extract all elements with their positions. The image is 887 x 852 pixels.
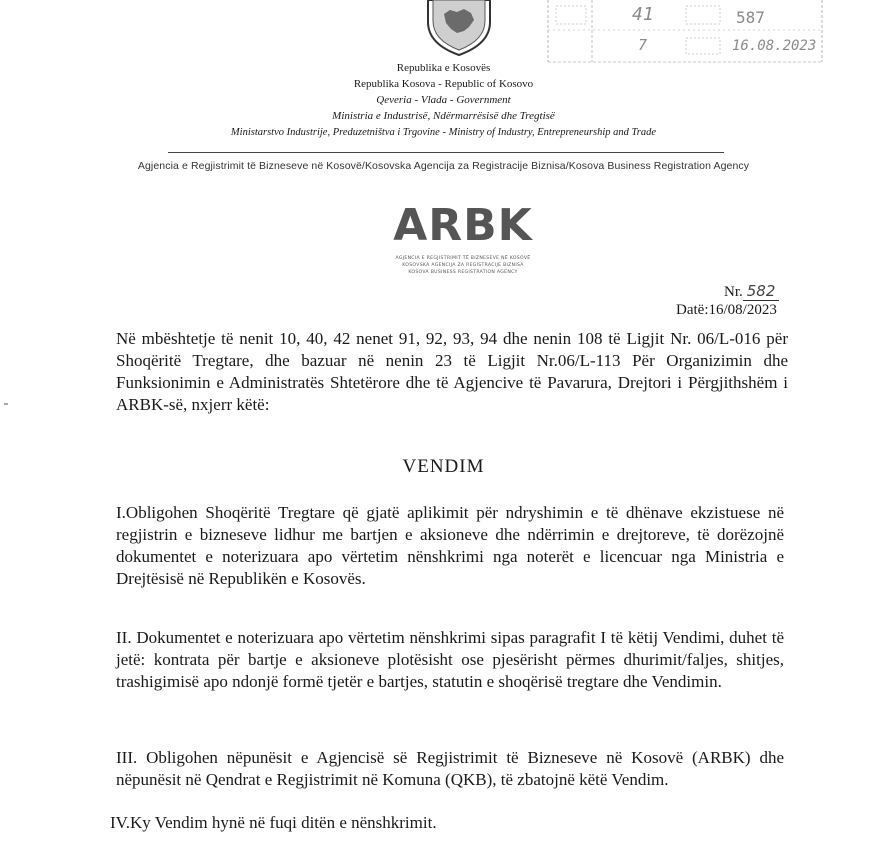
arbk-logo bbox=[392, 200, 534, 282]
section-iii: III. Obligohen nëpunësit e Agjencisë së Regjistrimit të Bizneseve në Kosovë (ARBK) dhe nëpunësit në Qendrat e Regjistrimit në Komuna (QKB), të zbatojnë këtë Vendim. bbox=[116, 748, 784, 789]
coat-of-arms-emblem bbox=[424, 0, 494, 56]
header-ministry-sq: Ministria e Industrisë, Ndërmarrësisë dhe Tregtisë bbox=[332, 110, 555, 122]
header-government: Qeveria - Vlada - Government bbox=[376, 94, 511, 106]
header-republic-sq: Republika e Kosovës bbox=[396, 62, 491, 74]
section-ii: II. Dokumentet e noterizuara apo vërtetim nënshkrimi sipas paragrafit I të këtij Vendimi, duhet të jetë: kontrata për bartje e aksioneve plotësisht ose pjesërisht përmes dhurimit/faljes, shitjes, trashigimisë apo ndonjë formë tjetër e bartjes, statutin e shoqërisë tregtare dhe Vendimin. bbox=[116, 628, 784, 691]
header-republic-multilang: Republika Kosova - Republic of Kosovo bbox=[353, 78, 534, 90]
document-date: Datë:16/08/2023 bbox=[676, 302, 777, 318]
agency-name: Agjencia e Regjistrimit të Bizneseve në Kosovë/Kosovska Agencija za Registracije Biznisa/Kosova Business Registration Agency bbox=[137, 160, 750, 172]
header-divider bbox=[168, 152, 724, 153]
arbk-logo-subtitle-2: KOSOVSKA AGENCIJA ZA REGISTRACIJE BIZNISA bbox=[402, 263, 524, 268]
stamp-number-1: 41 bbox=[632, 4, 654, 25]
document-number-value: 582 bbox=[743, 282, 780, 301]
preamble-paragraph: Në mbështetje të nenit 10, 40, 42 nenet 91, 92, 93, 94 dhe nenin 108 të Ligjit Nr. 06/L-016 për Shoqëritë Tregtare, dhe bazuar në nenin 23 të Ligjit Nr.06/L-113 Për Organizimin dhe Funksionimin e Administratës Shtetërore dhe të Agjencive të Pavarura, Drejtori i Përgjithshëm i ARBK-së, nxjerr këtë: bbox=[116, 329, 788, 414]
stamp-number-2: 587 bbox=[736, 8, 765, 27]
document-number bbox=[724, 282, 779, 301]
arbk-logo-subtitle-1: AGJENCIA E REGJISTRIMIT TË BIZNESEVE NË KOSOVË bbox=[395, 256, 531, 261]
header-ministry-sr-en: Ministarstvo Industrije, Preduzetništva i Trgovine - Ministry of Industry, Entrepreneurship and Trade bbox=[230, 127, 657, 138]
stamp-date: 16.08.2023 bbox=[732, 38, 817, 54]
arbk-logo-word: ARBK bbox=[393, 200, 533, 251]
arbk-logo-subtitle-3: KOSOVA BUSINESS REGISTRATION AGENCY bbox=[408, 270, 518, 275]
section-iv: IV.Ky Vendim hynë në fuqi ditën e nënshkrimit. bbox=[110, 813, 437, 832]
margin-mark bbox=[4, 403, 8, 405]
stamp-number-3: 7 bbox=[638, 36, 648, 54]
section-i: I.Obligohen Shoqëritë Tregtare që gjatë aplikimit për ndryshimin e të dhënave ekzistuese në regjistrin e bizneseve lidhur me bartjen e aksioneve dhe ndërrimin e drejtoreve, të dorëzojnë dokumentet e noterizuara apo vërtetim nënshkrimi nga noterët e licencuar nga Ministria e Drejtësisë në Republikën e Kosovës. bbox=[116, 503, 784, 588]
registry-stamp bbox=[546, 0, 826, 66]
decision-title: VENDIM bbox=[402, 456, 485, 477]
document-number-label: Nr. bbox=[724, 284, 743, 300]
